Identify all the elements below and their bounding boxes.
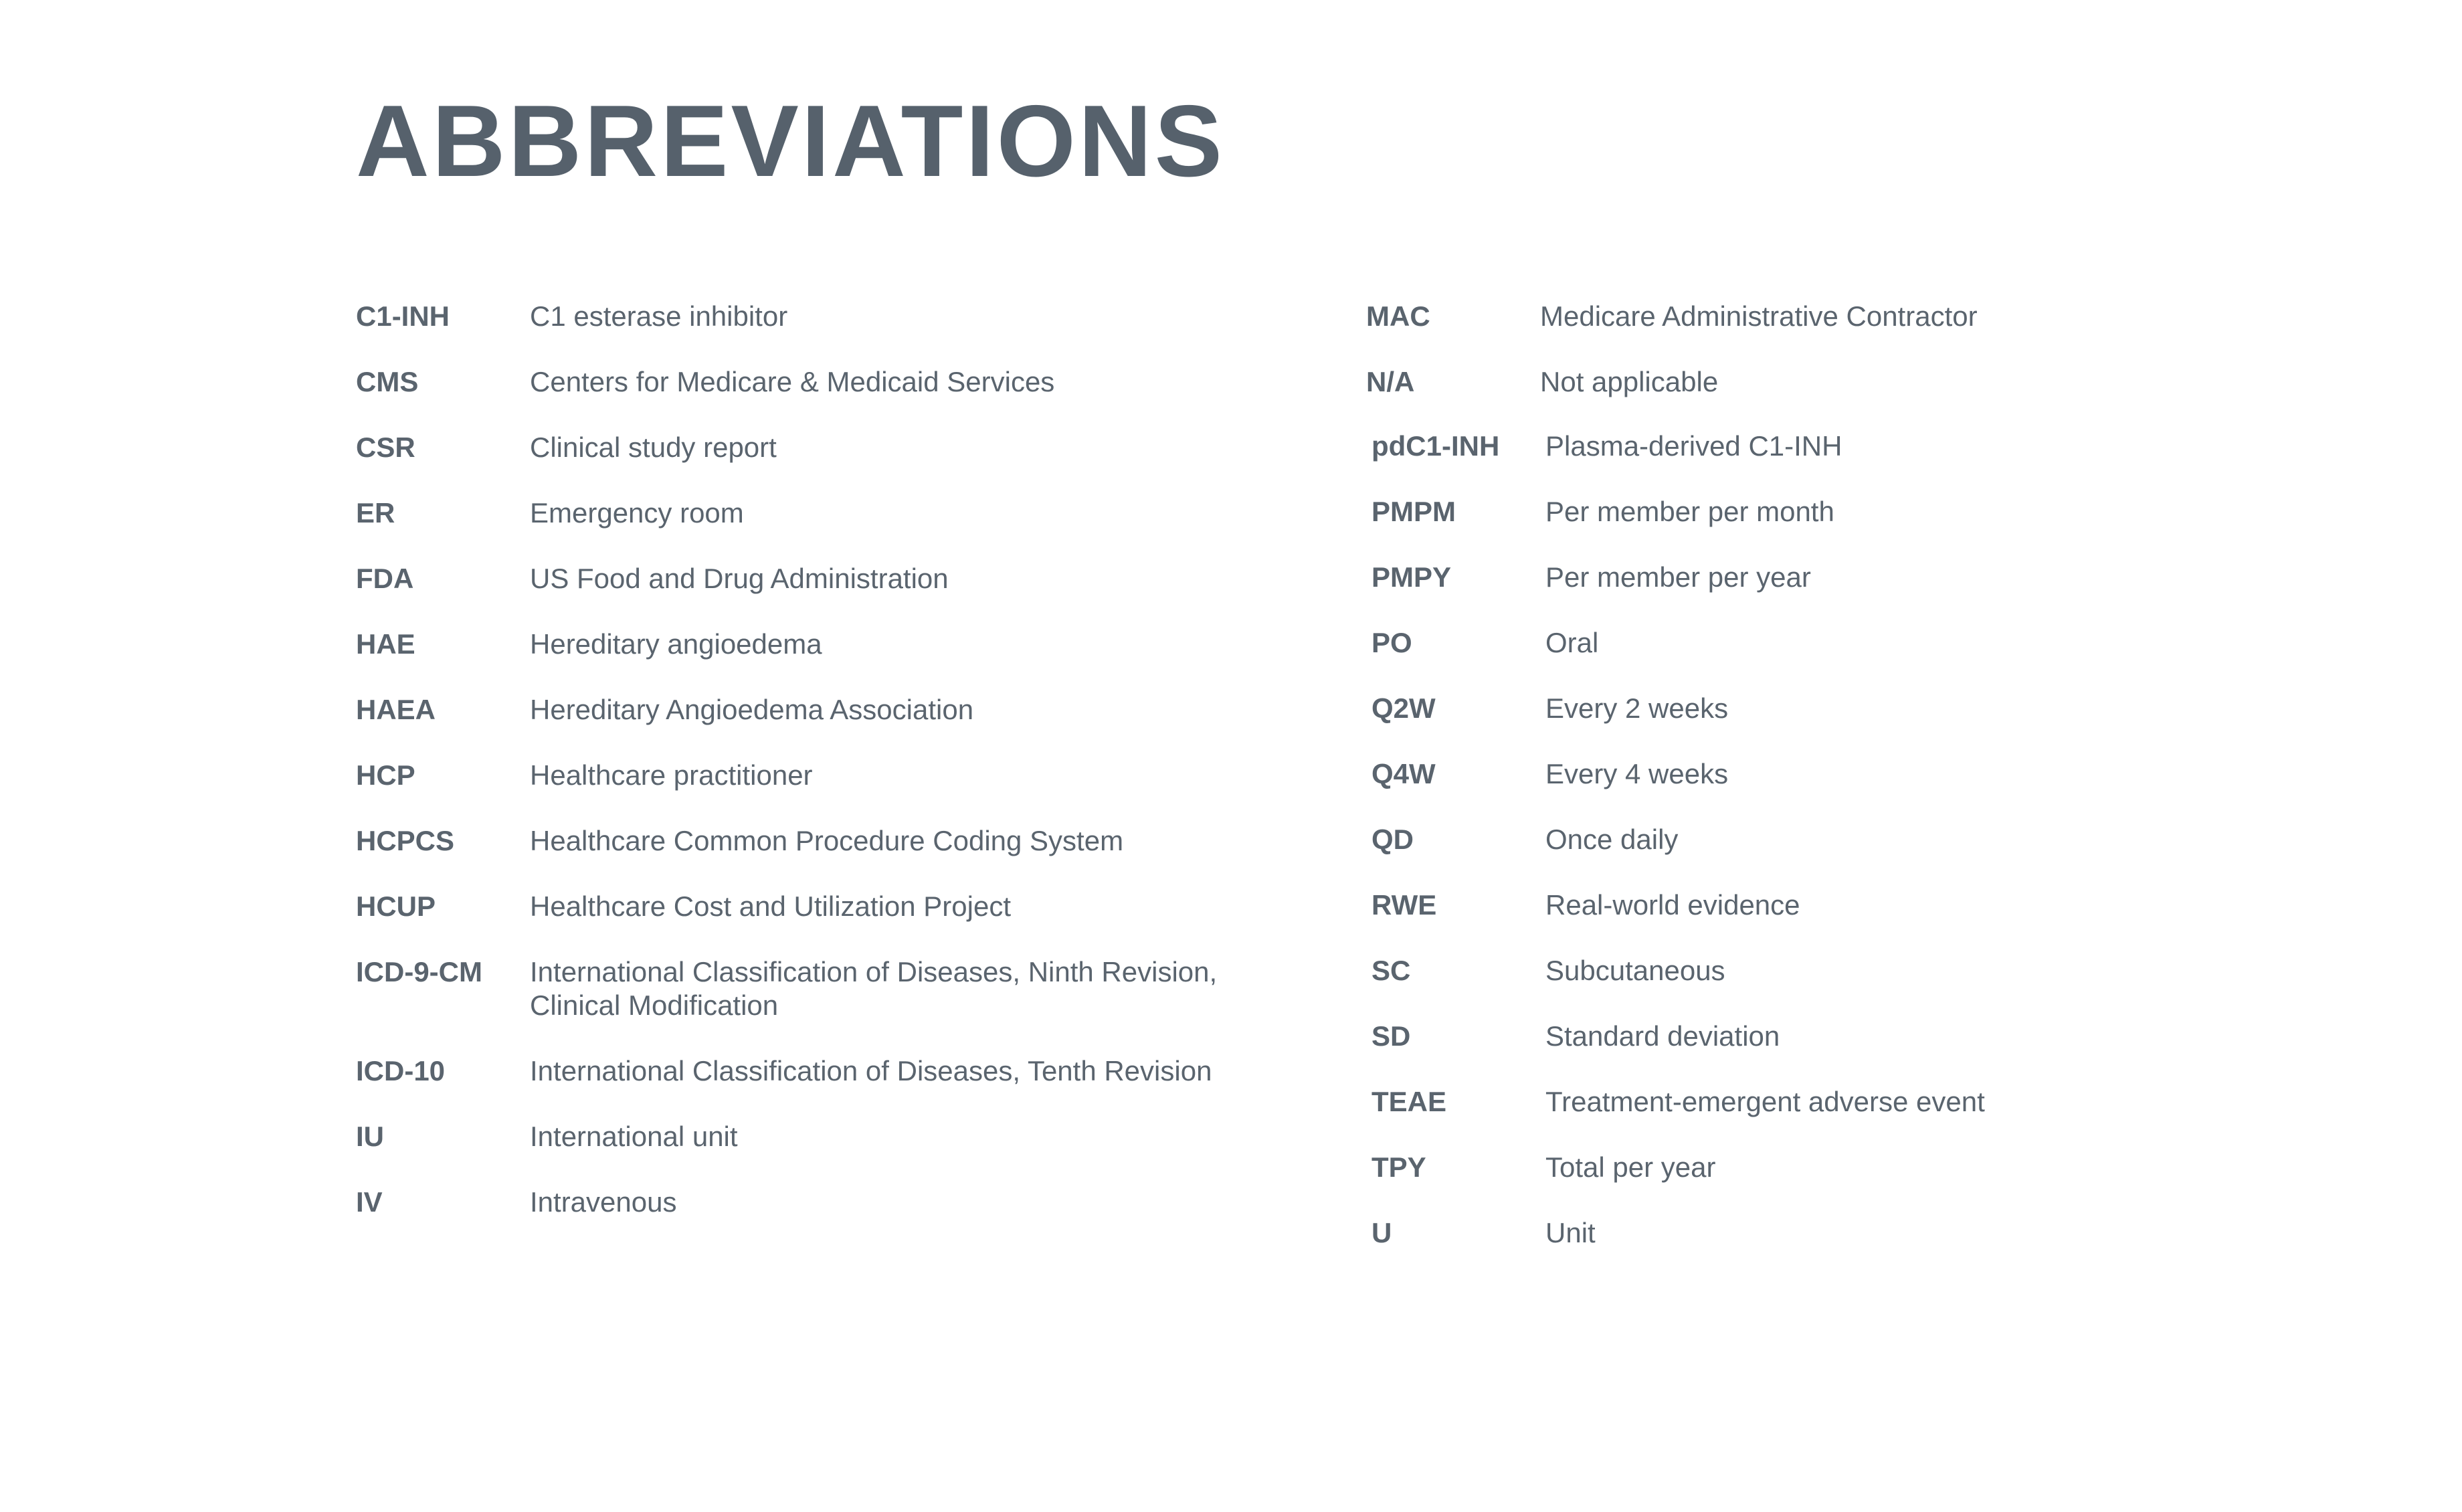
abbreviation-term: Q2W: [1371, 692, 1436, 724]
abbreviation-definition: Total per year: [1545, 1151, 1716, 1183]
abbreviation-row: [356, 759, 1326, 792]
abbreviation-list-right-top: [1366, 300, 2269, 431]
abbreviation-row: [356, 955, 1326, 1022]
abbreviation-list-right: [1371, 430, 2275, 1282]
abbreviation-row: [1371, 1216, 2275, 1250]
abbreviation-definition: C1 esterase inhibitor: [530, 300, 788, 332]
abbreviation-row: [356, 824, 1326, 858]
abbreviation-definition: Per member per month: [1545, 496, 1834, 527]
abbreviation-term: CMS: [356, 366, 419, 397]
abbreviation-definition: US Food and Drug Administration: [530, 563, 949, 594]
abbreviation-definition: International Classification of Diseases, Ninth Revision, Clinical Modification: [530, 956, 1218, 1021]
abbreviation-row: [1371, 1085, 2275, 1119]
abbreviation-definition: Healthcare Common Procedure Coding System: [530, 825, 1124, 856]
abbreviation-row: [1366, 300, 2269, 333]
abbreviation-term: RWE: [1371, 889, 1437, 921]
abbreviation-term: QD: [1371, 824, 1414, 855]
abbreviation-row: [1371, 954, 2275, 987]
abbreviation-definition: Centers for Medicare & Medicaid Services: [530, 366, 1055, 397]
abbreviation-row: [1371, 626, 2275, 660]
abbreviation-definition: Healthcare practitioner: [530, 759, 813, 791]
abbreviation-definition: Healthcare Cost and Utilization Project: [530, 890, 1012, 922]
abbreviation-term: SC: [1371, 955, 1411, 986]
abbreviation-definition: Not applicable: [1540, 366, 1719, 397]
abbreviation-row: [356, 1054, 1326, 1088]
abbreviation-row: [1371, 561, 2275, 594]
abbreviation-term: HCP: [356, 759, 415, 791]
abbreviation-term: PMPY: [1371, 561, 1452, 593]
abbreviation-row: [356, 693, 1326, 727]
abbreviation-term: FDA: [356, 563, 414, 594]
abbreviation-term: HCPCS: [356, 825, 455, 856]
abbreviation-definition: Hereditary angioedema: [530, 628, 822, 660]
abbreviation-term: HCUP: [356, 890, 436, 922]
abbreviation-term: ER: [356, 497, 395, 529]
abbreviation-row: [356, 300, 1326, 333]
abbreviation-row: [356, 496, 1326, 530]
abbreviation-term: Q4W: [1371, 758, 1436, 789]
abbreviation-definition: Treatment-emergent adverse event: [1545, 1086, 1985, 1117]
abbreviation-definition: International unit: [530, 1121, 738, 1152]
abbreviation-definition: Emergency room: [530, 497, 744, 529]
page-title: ABBREVIATIONS: [356, 84, 1226, 198]
abbreviation-definition: Intravenous: [530, 1186, 677, 1218]
abbreviation-term: ICD-10: [356, 1055, 446, 1086]
abbreviation-term: ICD-9-CM: [356, 956, 482, 987]
abbreviation-definition: Clinical study report: [530, 432, 777, 463]
abbreviation-definition: International Classification of Diseases, Tenth Revision: [530, 1055, 1212, 1086]
abbreviation-definition: Every 2 weeks: [1545, 692, 1729, 724]
abbreviation-definition: Real-world evidence: [1545, 889, 1800, 921]
abbreviation-row: [356, 1120, 1326, 1153]
abbreviation-row: [356, 365, 1326, 399]
abbreviation-term: TEAE: [1371, 1086, 1447, 1117]
abbreviation-definition: Unit: [1545, 1217, 1596, 1248]
abbreviation-definition: Standard deviation: [1545, 1020, 1780, 1052]
abbreviation-row: [356, 1186, 1326, 1219]
abbreviation-term: SD: [1371, 1020, 1411, 1052]
abbreviation-row: [356, 628, 1326, 661]
abbreviation-definition: Hereditary Angioedema Association: [530, 694, 974, 725]
abbreviation-term: C1-INH: [356, 300, 450, 332]
abbreviation-row: [1371, 888, 2275, 922]
abbreviation-definition: Per member per year: [1545, 561, 1811, 593]
abbreviation-term: IV: [356, 1186, 383, 1218]
abbreviation-term: PMPM: [1371, 496, 1456, 527]
abbreviation-row: [356, 431, 1326, 464]
abbreviation-definition: Medicare Administrative Contractor: [1540, 300, 1978, 332]
abbreviation-row: [356, 890, 1326, 923]
abbreviation-term: TPY: [1371, 1151, 1426, 1183]
abbreviation-term: U: [1371, 1217, 1392, 1248]
abbreviation-row: [1371, 823, 2275, 856]
abbreviation-term: pdC1-INH: [1371, 430, 1500, 462]
abbreviation-row: [1371, 757, 2275, 791]
abbreviation-row: [1371, 1020, 2275, 1053]
abbreviation-term: PO: [1371, 627, 1412, 658]
abbreviation-term: N/A: [1366, 366, 1415, 397]
abbreviation-row: [356, 562, 1326, 595]
abbreviation-definition: Plasma-derived C1-INH: [1545, 430, 1842, 462]
abbreviation-term: CSR: [356, 432, 415, 463]
abbreviation-definition: Every 4 weeks: [1545, 758, 1729, 789]
abbreviation-row: [1371, 1151, 2275, 1184]
abbreviation-row: [1371, 692, 2275, 725]
abbreviation-definition: Subcutaneous: [1545, 955, 1725, 986]
abbreviation-row: [1371, 495, 2275, 529]
abbreviation-definition: Once daily: [1545, 824, 1679, 855]
abbreviation-row: [1366, 365, 2269, 399]
abbreviation-list-left: [356, 300, 1326, 1251]
abbreviation-term: IU: [356, 1121, 384, 1152]
abbreviation-row: [1371, 430, 2275, 463]
abbreviation-term: HAE: [356, 628, 415, 660]
abbreviation-definition: Oral: [1545, 627, 1599, 658]
abbreviation-term: MAC: [1366, 300, 1430, 332]
abbreviation-term: HAEA: [356, 694, 436, 725]
